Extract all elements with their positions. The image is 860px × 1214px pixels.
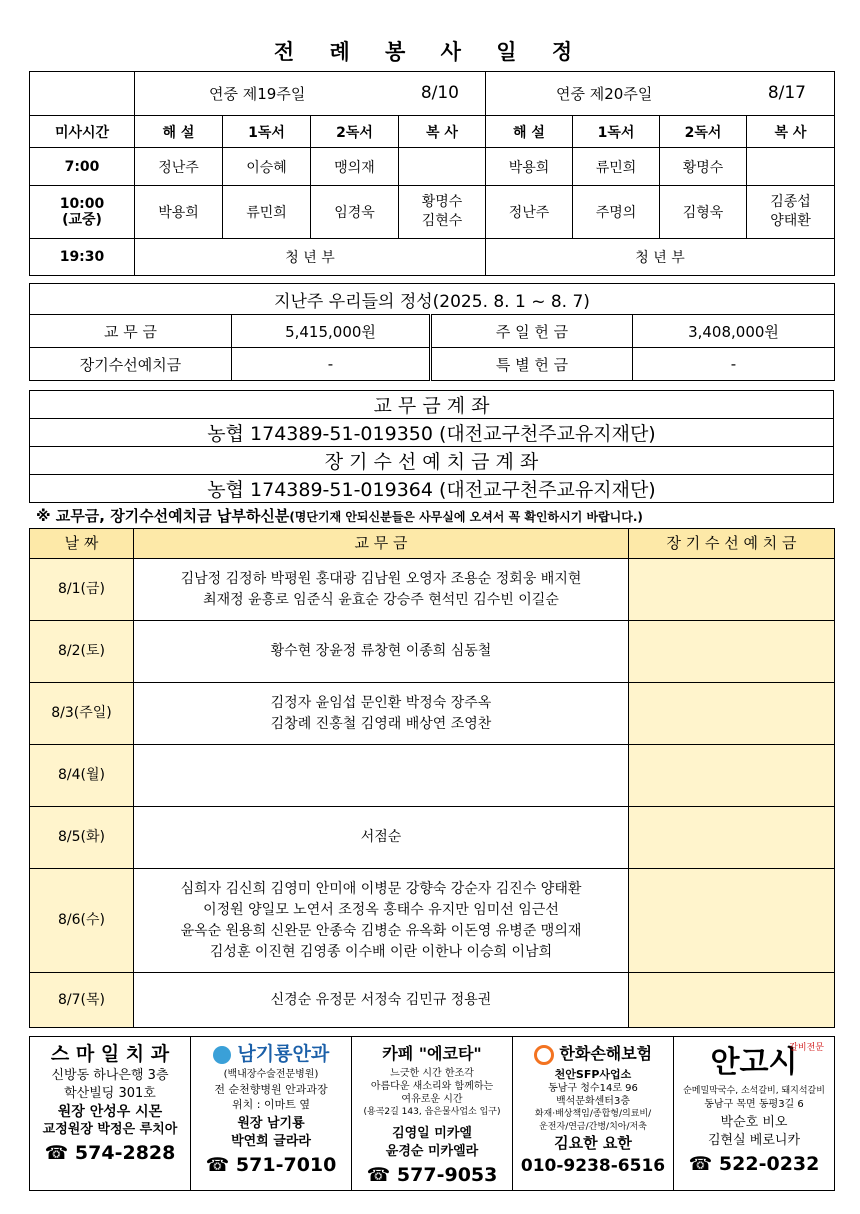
donor-ltc — [629, 973, 835, 1028]
cell-1000-a-commentary: 박용희 — [135, 186, 223, 239]
ad-logo — [674, 1041, 834, 1085]
donor-date: 8/6(수) — [30, 869, 134, 973]
donor-line: 서점순 — [360, 829, 402, 845]
donor-line: 김남정 김정하 박평원 홍대광 김남원 오영자 조용순 정회웅 배지현 — [180, 570, 582, 587]
ad-bold-line: 김현실 베로니카 — [707, 1133, 801, 1148]
ad-bold-line: 원장 남기룡 — [237, 1116, 305, 1131]
cell-0700-b-reading1: 류민희 — [573, 148, 660, 186]
ad-name: 스 마 일 치 과 — [50, 1043, 170, 1065]
time-0700: 7:00 — [30, 148, 135, 186]
header-commentary-a: 해 설 — [135, 116, 223, 148]
donor-line: 이정원 양일모 노연서 조정옥 홍태수 유지만 임미선 임근선 — [203, 901, 559, 918]
cell-1000-a-reading2: 임경욱 — [311, 186, 399, 239]
ad-line: 신방동 하나은행 3층 — [51, 1068, 169, 1083]
offering-value-ltc: - — [232, 348, 431, 381]
account-table — [29, 390, 834, 503]
cell-1000-b-reading2: 김형욱 — [660, 186, 747, 239]
donor-header-tuition: 교 무 금 — [134, 529, 629, 559]
donor-names — [134, 869, 629, 973]
donor-ltc — [629, 807, 835, 869]
ad-bold-line: 김요한 요한 — [554, 1134, 632, 1152]
header-server-b: 복 사 — [747, 116, 835, 148]
cell-1930-b: 청 년 부 — [486, 239, 835, 276]
ad-bold-line: 김영일 미카엘 — [392, 1126, 472, 1141]
week-b-label: 연중 제20주일 — [556, 85, 653, 103]
offering-label-sunday: 주 일 헌 금 — [431, 315, 633, 348]
offering-label-special: 특 별 헌 금 — [431, 348, 633, 381]
account1-number: 농협 174389-51-019350 (대전교구천주교유지재단) — [30, 419, 834, 447]
time-1000-label: 10:00 — [59, 196, 105, 212]
liturgy-schedule-table — [29, 71, 835, 276]
ad-phone: ☎ 577-9053 — [366, 1164, 498, 1186]
hanwha-logo-icon — [534, 1045, 554, 1065]
schedule-corner — [30, 72, 135, 116]
account2-title: 장 기 수 선 예 치 금 계 좌 — [30, 447, 834, 475]
ad-smile-dental — [30, 1037, 191, 1191]
donor-names — [134, 559, 629, 621]
page-title: 전 례 봉 사 일 정 — [273, 40, 587, 64]
donor-ltc — [629, 745, 835, 807]
ad-line: 위치 : 이마트 옆 — [232, 1098, 310, 1111]
cell-1930-a: 청 년 부 — [135, 239, 486, 276]
cell-1000-b-reading1: 주명의 — [573, 186, 660, 239]
donor-date: 8/2(토) — [30, 621, 134, 683]
week-a-date: 8/10 — [420, 83, 459, 103]
header-time: 미사시간 — [30, 116, 135, 148]
ad-phone: ☎ 571-7010 — [205, 1154, 337, 1176]
cell-1000-b-commentary: 정난주 — [486, 186, 573, 239]
cell-1000-a-server: 황명수 김현수 — [399, 186, 486, 239]
donor-line: 심희자 김신희 김영미 안미애 이병문 강향숙 강순자 김진수 양태환 — [180, 880, 582, 897]
ad-bold-line: 박순호 비오 — [720, 1115, 788, 1130]
donor-names — [134, 973, 629, 1028]
ad-phone: ☎ 574-2828 — [44, 1142, 176, 1164]
cell-0700-b-reading2: 황명수 — [660, 148, 747, 186]
ad-name: 남기룡안과 — [191, 1041, 351, 1067]
donor-ltc — [629, 869, 835, 973]
ad-name: 카페 "에코타" — [382, 1044, 482, 1063]
ad-bold-line: 박연희 글라라 — [231, 1134, 311, 1149]
header-reading1-b: 1독서 — [573, 116, 660, 148]
donor-notice — [36, 505, 836, 526]
ad-cafe-ecota — [352, 1037, 513, 1191]
ad-line: 전 순천향병원 안과과장 — [214, 1083, 328, 1096]
ad-name: 안고시 — [710, 1045, 798, 1080]
offering-label-tuition: 교 무 금 — [30, 315, 232, 348]
ad-line: (백내장수술전문병원) — [223, 1069, 319, 1080]
ad-line: 운전자/연금/간병/치아/저축 — [539, 1122, 647, 1132]
donor-header-ltc: 장 기 수 선 예 치 금 — [629, 529, 835, 559]
donor-line: 김창례 진홍철 김영래 배상연 조영찬 — [270, 715, 492, 732]
donor-line: 황수현 장윤정 류창현 이종희 심동철 — [270, 643, 492, 659]
ad-line: 느긋한 시간 한조각 — [390, 1068, 474, 1079]
donor-line: 신경순 유정문 서정숙 김민규 정용권 — [270, 991, 492, 1008]
donor-notice-main: ※ 교무금, 장기수선예치금 납부하신분 — [36, 507, 290, 525]
ad-line: 아름다운 새소리와 함께하는 — [370, 1081, 494, 1092]
week-b-date: 8/17 — [767, 83, 806, 103]
time-1000-note: (교중) — [62, 212, 102, 228]
sponsor-ads — [29, 1036, 835, 1191]
ad-phone: 010-9238-6516 — [520, 1156, 666, 1176]
header-commentary-b: 해 설 — [486, 116, 573, 148]
time-1930: 19:30 — [30, 239, 135, 276]
offering-value-tuition: 5,415,000원 — [232, 315, 431, 348]
donor-line: 김정자 윤임섭 문인환 박정숙 장주옥 — [270, 694, 492, 711]
donor-date: 8/1(금) — [30, 559, 134, 621]
header-server-a: 복 사 — [399, 116, 486, 148]
ad-line: 순메밀막국수, 소석갈비, 돼지석갈비 — [683, 1086, 825, 1096]
ad-name: 한화손해보험 — [513, 1041, 673, 1067]
ad-bold-line: 윤경순 미카엘라 — [385, 1144, 479, 1159]
cell-0700-a-server — [399, 148, 486, 186]
cell-1000-a-reading1: 류민희 — [223, 186, 311, 239]
ad-bold-line: 원장 안성우 시몬 — [57, 1104, 163, 1120]
donor-line: 최재정 윤흥로 임준식 윤효순 강승주 현석민 김수빈 이길순 — [203, 591, 559, 608]
cell-1000-b-server: 김종섭 양태환 — [747, 186, 835, 239]
donor-ltc — [629, 559, 835, 621]
donor-names — [134, 621, 629, 683]
week-a-label: 연중 제19주일 — [209, 85, 306, 103]
ad-hanwha-insurance — [513, 1037, 674, 1191]
ad-tagline: 갈비전문 — [789, 1043, 824, 1053]
cell-0700-b-server — [747, 148, 835, 186]
cell-0700-a-reading2: 맹의재 — [311, 148, 399, 186]
donor-date: 8/3(주일) — [30, 683, 134, 745]
donor-line: 김성훈 이진현 김영종 이수배 이란 이한나 이승희 이남희 — [209, 943, 553, 960]
donor-ltc — [629, 683, 835, 745]
offering-value-special: - — [633, 348, 835, 381]
donor-names — [134, 745, 629, 807]
header-reading2-b: 2독서 — [660, 116, 747, 148]
ad-bold-line: 교정원장 박정은 루치아 — [42, 1122, 178, 1137]
ad-line: 천안SFP사업소 — [554, 1068, 632, 1081]
ad-line: 화재·배상책임/종합형/의료비/ — [534, 1109, 652, 1119]
cell-0700-a-commentary: 정난주 — [135, 148, 223, 186]
ad-line: 동남구 청수14로 96 — [548, 1083, 638, 1094]
week-a-header — [135, 72, 486, 116]
donor-notice-sub: (명단기재 안되신분들은 사무실에 오셔서 꼭 확인하시기 바랍니다.) — [289, 510, 643, 524]
header-reading1-a: 1독서 — [223, 116, 311, 148]
donor-ltc — [629, 621, 835, 683]
ad-phone: ☎ 522-0232 — [688, 1153, 820, 1175]
donor-line: 윤옥순 원용희 신완문 안종숙 김병순 유옥화 이돈영 유병준 맹의재 — [180, 922, 582, 939]
donor-date: 8/4(월) — [30, 745, 134, 807]
ad-angosi-restaurant — [674, 1037, 835, 1191]
cell-0700-a-reading1: 이승혜 — [223, 148, 311, 186]
ad-nam-eye-clinic — [191, 1037, 352, 1191]
ad-line: 동남구 목면 동평3길 6 — [704, 1099, 804, 1110]
ad-line: 백석문화센터3층 — [556, 1096, 630, 1107]
offering-title: 지난주 우리들의 정성(2025. 8. 1 ~ 8. 7) — [30, 284, 835, 315]
account1-title: 교 무 금 계 좌 — [30, 391, 834, 419]
cell-0700-b-commentary: 박용희 — [486, 148, 573, 186]
offering-table — [29, 283, 835, 381]
account2-number: 농협 174389-51-019364 (대전교구천주교유지재단) — [30, 475, 834, 503]
time-1000 — [30, 186, 135, 239]
eye-logo-icon — [213, 1046, 231, 1064]
donor-names — [134, 683, 629, 745]
ad-line: 여유로운 시간 — [401, 1094, 463, 1105]
offering-label-ltc: 장기수선예치금 — [30, 348, 232, 381]
donor-date: 8/5(화) — [30, 807, 134, 869]
ad-line: 학산빌딩 301호 — [64, 1086, 156, 1101]
donor-header-date: 날 짜 — [30, 529, 134, 559]
week-b-header — [486, 72, 835, 116]
donor-date: 8/7(목) — [30, 973, 134, 1028]
donor-table — [29, 528, 835, 1028]
offering-value-sunday: 3,408,000원 — [633, 315, 835, 348]
header-reading2-a: 2독서 — [311, 116, 399, 148]
ad-line: (용곡2길 143, 읍은물사업소 입구) — [363, 1107, 501, 1117]
donor-names — [134, 807, 629, 869]
